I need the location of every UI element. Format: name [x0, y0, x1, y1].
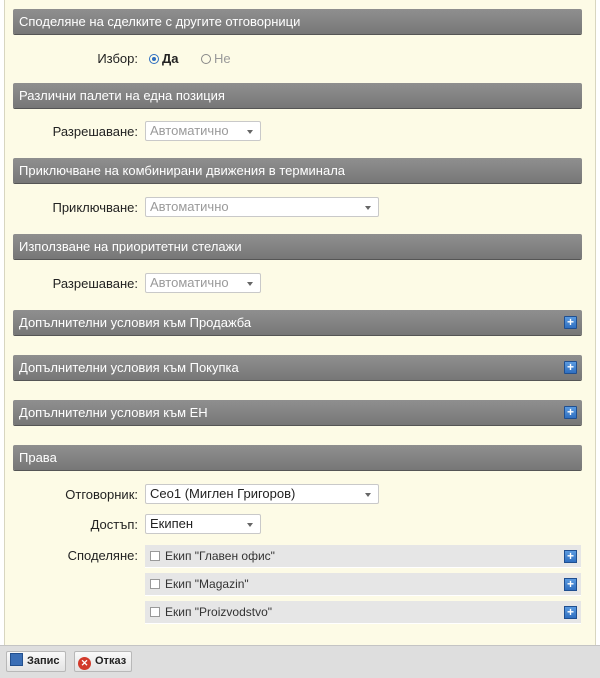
section-rights-header — [13, 445, 582, 470]
expand-plus-icon[interactable]: + — [564, 606, 577, 619]
save-button[interactable]: Запис — [6, 651, 66, 672]
chevron-down-icon — [365, 493, 371, 497]
chevron-down-icon — [247, 523, 253, 527]
cancel-button[interactable]: ✕ Отказ — [74, 651, 132, 672]
sharing-label: Споделяне: — [67, 548, 138, 563]
section-title: Приключване на комбинирани движения в терминала — [19, 163, 346, 178]
section-title: Различни палети на една позиция — [19, 88, 225, 103]
section-title: Допълнителни условия към ЕН — [19, 405, 208, 420]
expand-plus-icon[interactable]: + — [564, 316, 577, 329]
section-priority-header — [13, 234, 582, 259]
access-select[interactable]: Екипен — [145, 514, 261, 534]
section-eh-header[interactable] — [13, 400, 582, 425]
checkbox-icon[interactable] — [150, 607, 160, 617]
share-item-proizvodstvo[interactable]: Екип "Proizvodstvo" + — [145, 601, 581, 624]
section-title: Допълнителни условия към Покупка — [19, 360, 239, 375]
section-purchase-header[interactable] — [13, 355, 582, 380]
radio-no[interactable]: Не — [201, 51, 231, 67]
expand-plus-icon[interactable]: + — [564, 361, 577, 374]
radio-yes[interactable]: Да — [149, 51, 179, 67]
section-title: Използване на приоритетни стелажи — [19, 239, 242, 254]
checkbox-icon[interactable] — [150, 551, 160, 561]
section-pallets-header — [13, 83, 582, 108]
combined-close-label: Приключване: — [52, 200, 138, 215]
cancel-icon: ✕ — [78, 657, 91, 670]
priority-allow-select[interactable]: Автоматично — [145, 273, 261, 293]
section-title: Допълнителни условия към Продажба — [19, 315, 252, 330]
section-sales-header[interactable] — [13, 310, 582, 335]
section-sharing-header — [13, 9, 582, 34]
access-label: Достъп: — [90, 517, 138, 532]
combined-close-select[interactable]: Автоматично — [145, 197, 379, 217]
expand-plus-icon[interactable]: + — [564, 578, 577, 591]
pallets-allow-label: Разрешаване: — [52, 124, 138, 139]
checkbox-icon[interactable] — [150, 579, 160, 589]
owner-select[interactable]: Ceo1 (Миглен Григоров) — [145, 484, 379, 504]
pallets-allow-select[interactable]: Автоматично — [145, 121, 261, 141]
bottom-toolbar — [0, 645, 600, 678]
section-combined-header — [13, 158, 582, 183]
radio-checked-icon — [149, 54, 159, 64]
section-title: Споделяне на сделките с другите отговорници — [19, 14, 301, 29]
save-icon — [10, 653, 23, 666]
share-item-magazin[interactable]: Екип "Magazin" + — [145, 573, 581, 596]
expand-plus-icon[interactable]: + — [564, 406, 577, 419]
chevron-down-icon — [247, 130, 253, 134]
radio-unchecked-icon — [201, 54, 211, 64]
chevron-down-icon — [247, 282, 253, 286]
expand-plus-icon[interactable]: + — [564, 550, 577, 563]
chevron-down-icon — [365, 206, 371, 210]
choice-label: Избор: — [97, 51, 138, 66]
owner-label: Отговорник: — [65, 487, 138, 502]
share-item-head-office[interactable]: Екип "Главен офис" + — [145, 545, 581, 568]
priority-allow-label: Разрешаване: — [52, 276, 138, 291]
section-title: Права — [19, 450, 57, 465]
